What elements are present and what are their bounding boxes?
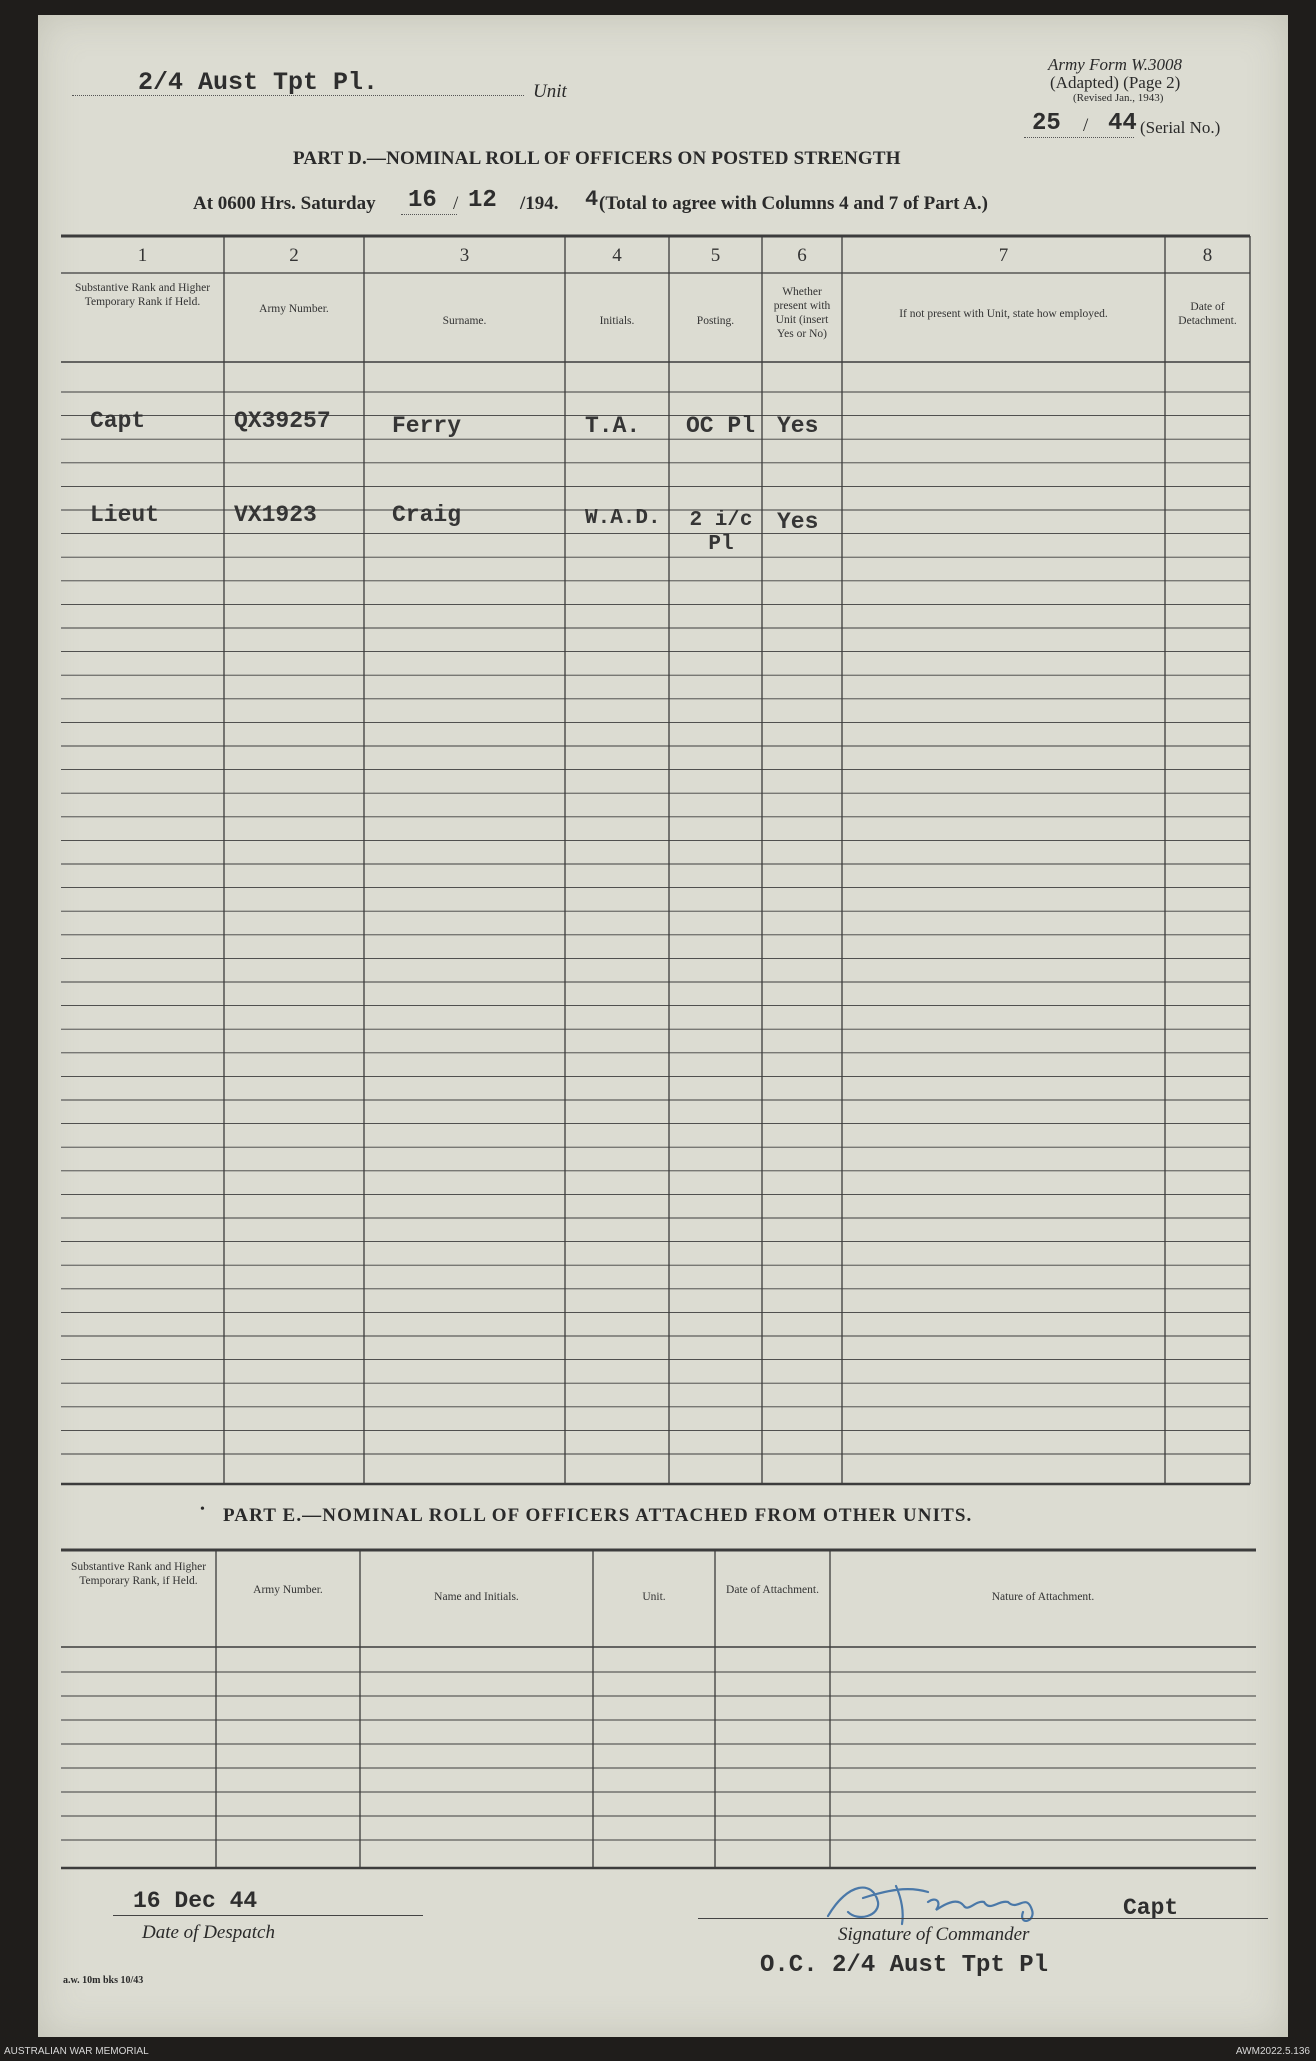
roll-date-year-digit: 4 (585, 187, 599, 212)
part-d-col-4-number: 4 (612, 245, 622, 266)
row-2-initials: W.A.D. (585, 507, 661, 530)
part-d-col-1-number: 1 (137, 245, 148, 266)
row-2-rank: Lieut (90, 502, 160, 528)
unit-label: Unit (533, 81, 567, 102)
part-e-col-6-label: Nature of Attachment. (991, 1591, 1095, 1603)
part-d-col-7-number: 7 (998, 245, 1009, 266)
part-d-col-4-label: Initials. (599, 315, 635, 327)
part-d-col-2-label: Army Number. (259, 303, 329, 315)
form-paper (38, 15, 1288, 2037)
part-e-bullet: • (200, 1502, 205, 1517)
part-d-col-5-label: Posting. (696, 315, 735, 327)
part-e-col-3-label: Name and Initials. (434, 1591, 519, 1603)
part-d-col-5-number: 5 (710, 245, 721, 266)
roll-date-sep: / (453, 193, 459, 214)
part-d-col-1-label: Substantive Rank and Higher Temporary Rank if Held. (74, 282, 211, 308)
row-2-posting: 2 i/c Pl (689, 509, 753, 556)
serial-label: (Serial No.) (1140, 118, 1221, 137)
row-2-surname: Craig (392, 502, 462, 528)
row-1-initials: T.A. (585, 413, 641, 439)
part-e-col-5-label: Date of Attachment. (726, 1584, 819, 1596)
row-1-posting: OC Pl (686, 413, 756, 439)
part-d-col-3-label: Surname. (442, 315, 487, 327)
row-1-surname: Ferry (392, 413, 462, 439)
form-adapted: (Adapted) (Page 2) (1050, 73, 1181, 92)
part-d-col-7-label: If not present with Unit, state how employed. (899, 308, 1108, 320)
roll-date-year: /194. (520, 193, 559, 214)
part-e-grid (38, 15, 1288, 1915)
part-d-col-8-number: 8 (1202, 245, 1213, 266)
despatch-label: Date of Despatch (142, 1922, 275, 1943)
roll-date-month: 12 (468, 187, 497, 214)
part-d-col-8-label: Date of Detachment. (1178, 301, 1237, 327)
row-2-present: Yes (777, 509, 819, 535)
commander-unit: O.C. 2/4 Aust Tpt Pl (760, 1952, 1049, 1979)
serial-number-a: 25 (1032, 110, 1061, 137)
archive-id: AWM2022.5.136 (1235, 2046, 1310, 2057)
part-d-title: PART D.—NOMINAL ROLL OF OFFICERS ON POSTED STRENGTH (293, 148, 901, 169)
row-1-present: Yes (777, 413, 819, 439)
unit-value: 2/4 Aust Tpt Pl. (138, 68, 379, 97)
serial-number-b: 44 (1108, 110, 1137, 137)
roll-date-prefix: At 0600 Hrs. Saturday (193, 193, 376, 214)
commander-signature (818, 1872, 1118, 1928)
part-e-col-1-label: Substantive Rank and Higher Temporary Rank, if Held. (70, 1561, 207, 1587)
part-d-col-2-number: 2 (289, 245, 299, 266)
despatch-line (113, 1915, 423, 1916)
part-e-col-4-label: Unit. (642, 1591, 666, 1603)
form-revised: (Revised Jan., 1943) (1073, 92, 1164, 104)
commander-line (698, 1918, 1268, 1919)
archive-name: AUSTRALIAN WAR MEMORIAL (4, 2046, 149, 2057)
commander-label: Signature of Commander (838, 1924, 1030, 1945)
signature-text: A.Ferry (968, 1917, 972, 1918)
row-1-army-number: QX39257 (234, 408, 331, 434)
printer-note: a.w. 10m bks 10/43 (63, 1975, 144, 1986)
despatch-date: 16 Dec 44 (133, 1888, 258, 1914)
row-1-rank: Capt (90, 408, 146, 434)
form-number: Army Form W.3008 (1048, 55, 1182, 74)
part-d-col-6-label: Whether present with Unit (insert Yes or No) (773, 286, 831, 340)
part-e-col-2-label: Army Number. (253, 1584, 323, 1596)
serial-separator: / (1083, 115, 1089, 136)
part-d-col-6-number: 6 (797, 245, 807, 266)
commander-rank: Capt (1123, 1895, 1179, 1921)
part-d-col-3-number: 3 (459, 245, 470, 266)
row-2-army-number: VX1923 (234, 502, 317, 528)
archive-bar (0, 2037, 1316, 2061)
roll-date-day: 16 (408, 187, 437, 214)
part-e-title: PART E.—NOMINAL ROLL OF OFFICERS ATTACHED FROM OTHER UNITS. (223, 1505, 973, 1526)
total-note: (Total to agree with Columns 4 and 7 of Part A.) (599, 193, 988, 214)
